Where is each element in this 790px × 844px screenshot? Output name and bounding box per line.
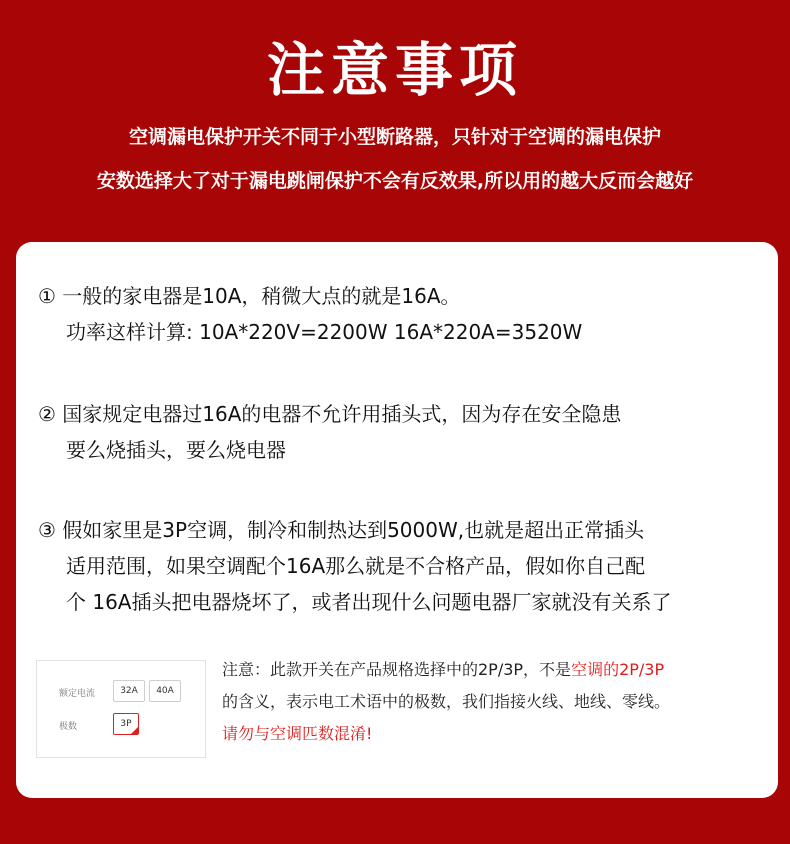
notice-item-2-line-1: ② 国家规定电器过16A的电器不允许用插头式，因为存在安全隐患 (38, 402, 622, 426)
notice-item-2-line-2: 要么烧插头，要么烧电器 (66, 438, 286, 462)
note-line-3-warning: 请勿与空调匹数混淆! (222, 724, 373, 743)
notice-item-1-line-2: 功率这样计算: 10A*220V=2200W 16A*220A=3520W (66, 320, 583, 344)
note-line-1 (222, 654, 762, 686)
poles-option-3p (113, 713, 139, 735)
page-title: 注意事项 (266, 36, 523, 104)
current-option-32a: 32A (113, 680, 145, 702)
notice-item-1-line-1: ① 一般的家电器是10A，稍微大点的就是16A。 (38, 284, 461, 308)
current-option-40a: 40A (149, 680, 181, 702)
note-line-2: 的含义，表示电工术语中的极数，我们指接火线、地线、零线。 (222, 692, 671, 711)
notice-card (16, 242, 778, 798)
note-line-1-text: 注意：此款开关在产品规格选择中的2P/3P，不是 (222, 660, 572, 679)
spec-selector-thumbnail (36, 660, 206, 758)
notice-item-2 (38, 396, 768, 468)
notice-item-3-line-3: 个 16A插头把电器烧坏了，或者出现什么问题电器厂家就没有关系了 (66, 590, 672, 614)
rated-current-label: 额定电流 (59, 689, 96, 699)
notice-item-3-line-1: ③ 假如家里是3P空调，制冷和制热达到5000W,也就是超出正常插头 (38, 518, 645, 542)
note-line-1-highlight: 空调的2P/3P (571, 660, 665, 679)
selected-corner-icon (131, 727, 138, 734)
notice-item-3 (38, 512, 768, 620)
poles-option-label: 3P (120, 719, 132, 729)
subtitle-line-2: 安数选择大了对于漏电跳闸保护不会有反效果,所以用的越大反而会越好 (96, 170, 694, 192)
subtitle-line-1: 空调漏电保护开关不同于小型断路器，只针对于空调的漏电保护 (128, 126, 661, 148)
poles-label: 极数 (59, 722, 78, 732)
notice-item-3-line-2: 适用范围，如果空调配个16A那么就是不合格产品，假如你自己配 (66, 554, 646, 578)
note-text (222, 654, 762, 750)
notice-item-1 (38, 278, 768, 350)
